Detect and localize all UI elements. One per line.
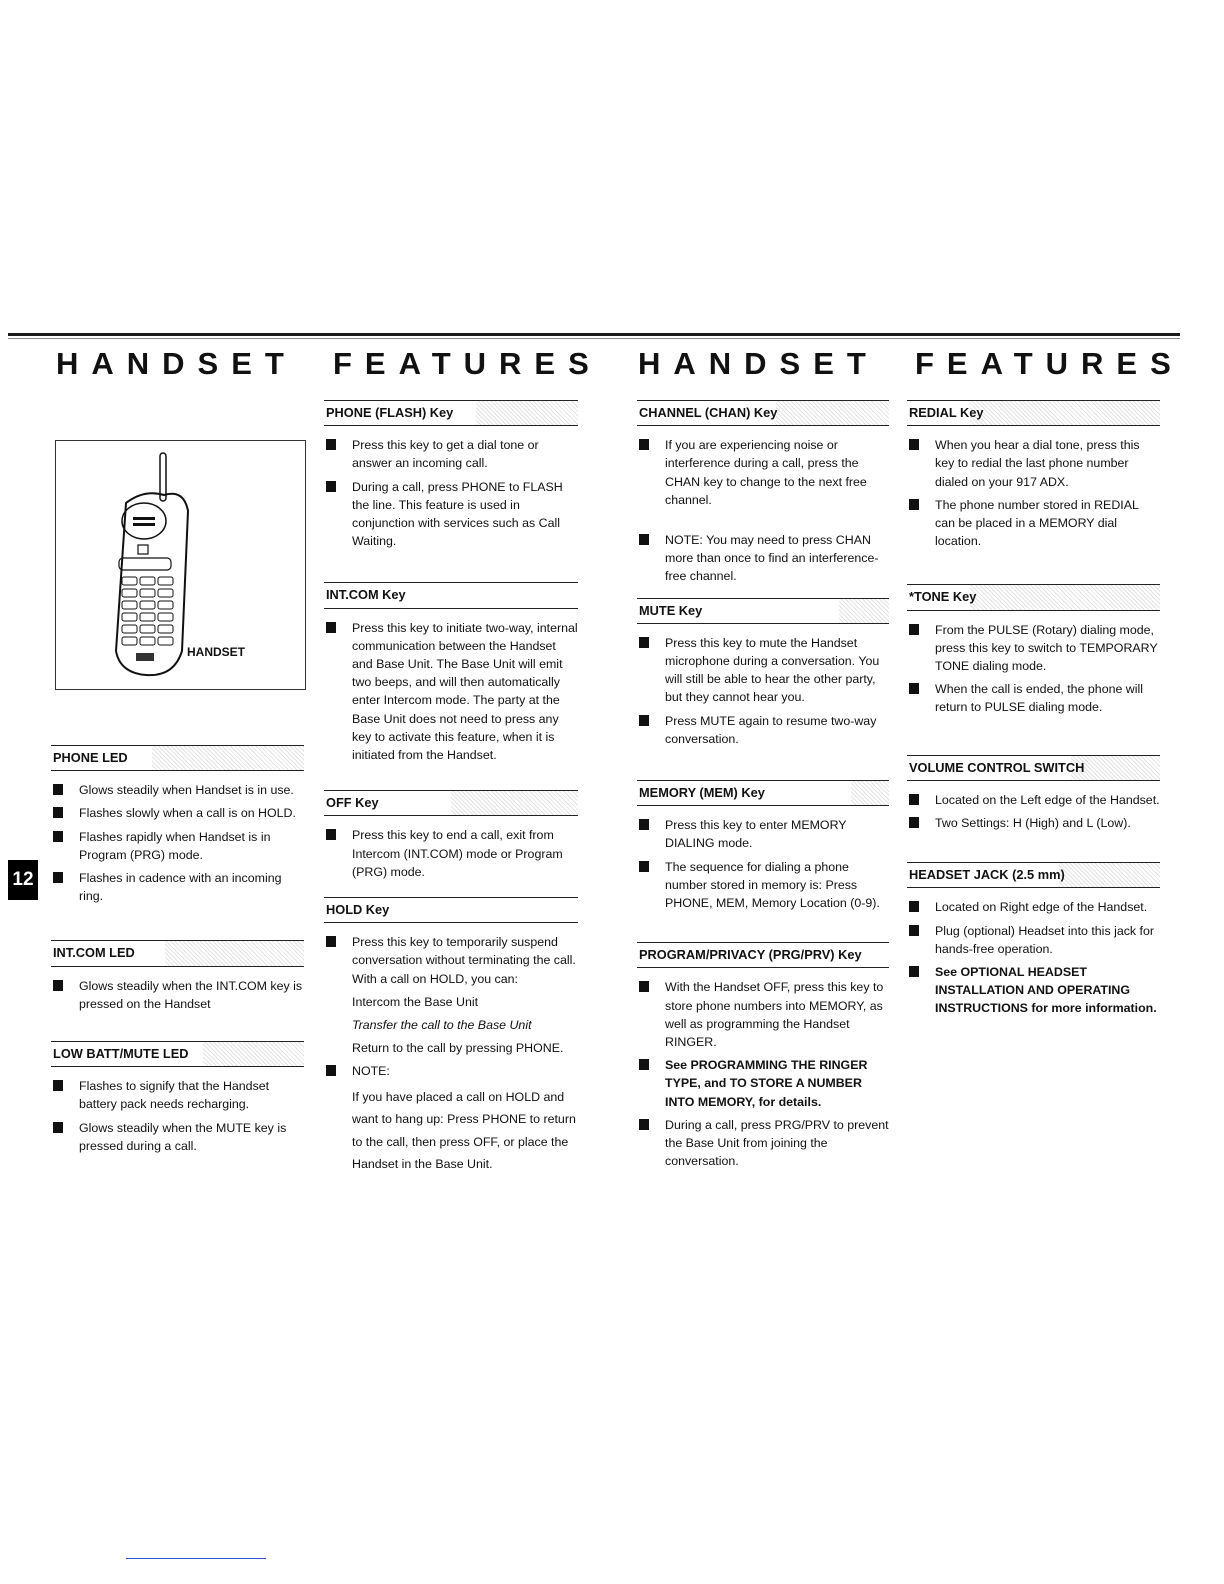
banner-left-handset: HANDSET	[56, 346, 297, 381]
list-item: When the call is ended, the phone will return to PULSE dialing mode.	[907, 680, 1160, 716]
sub-item: Intercom the Base Unit	[352, 994, 479, 1009]
list-item: Flashes to signify that the Handset battery pack needs recharging.	[51, 1077, 304, 1113]
section-hold-key	[324, 897, 578, 1176]
list-item: Two Settings: H (High) and L (Low).	[907, 814, 1160, 832]
list-item: Press this key to initiate two-way, internal communication between the Handset and Base Unit. The Base Unit will emit two beeps, and will then automatically enter Intercom mode. The party at the Base Unit does not need to press any key to activate this feature, when it is initiated from the Handset.	[324, 619, 578, 765]
list-item: If you are experiencing noise or interference during a call, press the CHAN key to change to the next free channel.	[637, 436, 889, 509]
section-heading: INT.COM LED	[51, 940, 304, 966]
section-intcom-led	[51, 940, 304, 1013]
top-rule	[8, 333, 1180, 336]
section-program	[637, 942, 889, 1170]
list-item: NOTE: You may need to press CHAN more than once to find an interference-free channel.	[637, 531, 889, 586]
banner-right-handset: HANDSET	[638, 346, 879, 381]
list-item: Glows steadily when Handset is in use.	[51, 781, 304, 799]
section-heading: MUTE Key	[637, 598, 889, 624]
section-memory	[637, 780, 889, 912]
section-heading: HEADSET JACK (2.5 mm)	[907, 862, 1160, 888]
list-item: Plug (optional) Headset into this jack for hands-free operation.	[907, 922, 1160, 958]
banner-left-features: FEATURES	[333, 346, 602, 381]
sub-item: Return to the call by pressing PHONE.	[352, 1041, 564, 1056]
list-item: From the PULSE (Rotary) dialing mode, press this key to switch to TEMPORARY TONE dialing mode.	[907, 621, 1160, 676]
page-number-tab: 12	[8, 860, 38, 900]
sub-item: Transfer the call to the Base Unit	[352, 1018, 532, 1033]
section-redial	[907, 400, 1160, 550]
list-item: Press MUTE again to resume two-way conversation.	[637, 712, 889, 748]
section-heading: HOLD Key	[324, 897, 578, 923]
section-heading: PROGRAM/PRIVACY (PRG/PRV) Key	[637, 942, 889, 968]
section-heading: CHANNEL (CHAN) Key	[637, 400, 889, 426]
section-heading: PHONE LED	[51, 745, 304, 771]
list-item: With the Handset OFF, press this key to store phone numbers into MEMORY, as well as programming the Handset RINGER.	[637, 978, 889, 1051]
column-3	[637, 400, 889, 1176]
list-item: Flashes rapidly when Handset is in Program (PRG) mode.	[51, 828, 304, 864]
section-intcom-key	[324, 582, 578, 764]
list-item: When you hear a dial tone, press this key to redial the last phone number dialed on your 917 ADX.	[907, 436, 1160, 491]
list-item: The sequence for dialing a phone number stored in memory is: Press PHONE, MEM, Memory Location (0-9).	[637, 858, 889, 913]
list-item: The phone number stored in REDIAL can be placed in a MEMORY dial location.	[907, 496, 1160, 551]
section-heading: PHONE (FLASH) Key	[324, 400, 578, 426]
list-item: See PROGRAMMING THE RINGER TYPE, and TO STORE A NUMBER INTO MEMORY, for details.	[637, 1056, 889, 1111]
section-heading: LOW BATT/MUTE LED	[51, 1041, 304, 1067]
list-item: Press this key to end a call, exit from Intercom (INT.COM) mode or Program (PRG) mode.	[324, 826, 578, 881]
section-phone-flash	[324, 400, 578, 550]
note-text: If you have placed a call on HOLD and want to hang up: Press PHONE to return to the call, then press OFF, or place the Handset in the Base Unit.	[352, 1089, 576, 1172]
section-heading: MEMORY (MEM) Key	[637, 780, 889, 806]
section-heading: *TONE Key	[907, 584, 1160, 610]
list-item: Flashes in cadence with an incoming ring.	[51, 869, 304, 905]
section-volume	[907, 755, 1160, 833]
banner-right-features: FEATURES	[915, 346, 1184, 381]
list-item: Press this key to get a dial tone or answer an incoming call.	[324, 436, 578, 472]
section-low-batt	[51, 1041, 304, 1155]
handset-illustration	[56, 441, 305, 689]
bottom-link-line	[126, 1558, 266, 1559]
column-1	[51, 745, 304, 1160]
list-item: Press this key to temporarily suspend conversation without terminating the call. With a call on HOLD, you can:	[324, 933, 578, 988]
list-item: See OPTIONAL HEADSET INSTALLATION AND OPERATING INSTRUCTIONS for more information.	[907, 963, 1160, 1018]
figure-label: HANDSET	[187, 645, 246, 659]
section-headset	[907, 862, 1160, 1017]
list-item: Glows steadily when the INT.COM key is pressed on the Handset	[51, 977, 304, 1013]
handset-figure	[55, 440, 306, 690]
section-off-key	[324, 790, 578, 881]
list-item: During a call, press PHONE to FLASH the line. This feature is used in conjunction with services such as Call Waiting.	[324, 478, 578, 551]
list-item: Located on the Left edge of the Handset.	[907, 791, 1160, 809]
section-heading: VOLUME CONTROL SWITCH	[907, 755, 1160, 781]
list-item: Press this key to mute the Handset microphone during a conversation. You will still be able to hear the other party, but they cannot hear you.	[637, 634, 889, 707]
list-item: During a call, press PRG/PRV to prevent the Base Unit from joining the conversation.	[637, 1116, 889, 1171]
list-item: Located on Right edge of the Handset.	[907, 898, 1160, 916]
section-heading: INT.COM Key	[324, 582, 578, 608]
section-phone-led	[51, 745, 304, 905]
column-2	[324, 400, 578, 1181]
list-item: NOTE:	[324, 1062, 578, 1080]
column-4	[907, 400, 1160, 1023]
section-channel	[637, 400, 889, 586]
list-item: Press this key to enter MEMORY DIALING mode.	[637, 816, 889, 852]
section-heading: OFF Key	[324, 790, 578, 816]
section-tone	[907, 584, 1160, 716]
list-item: Glows steadily when the MUTE key is pressed during a call.	[51, 1119, 304, 1155]
top-rule-thin	[8, 338, 1180, 339]
section-heading: REDIAL Key	[907, 400, 1160, 426]
section-mute	[637, 598, 889, 748]
list-item: Flashes slowly when a call is on HOLD.	[51, 804, 304, 822]
